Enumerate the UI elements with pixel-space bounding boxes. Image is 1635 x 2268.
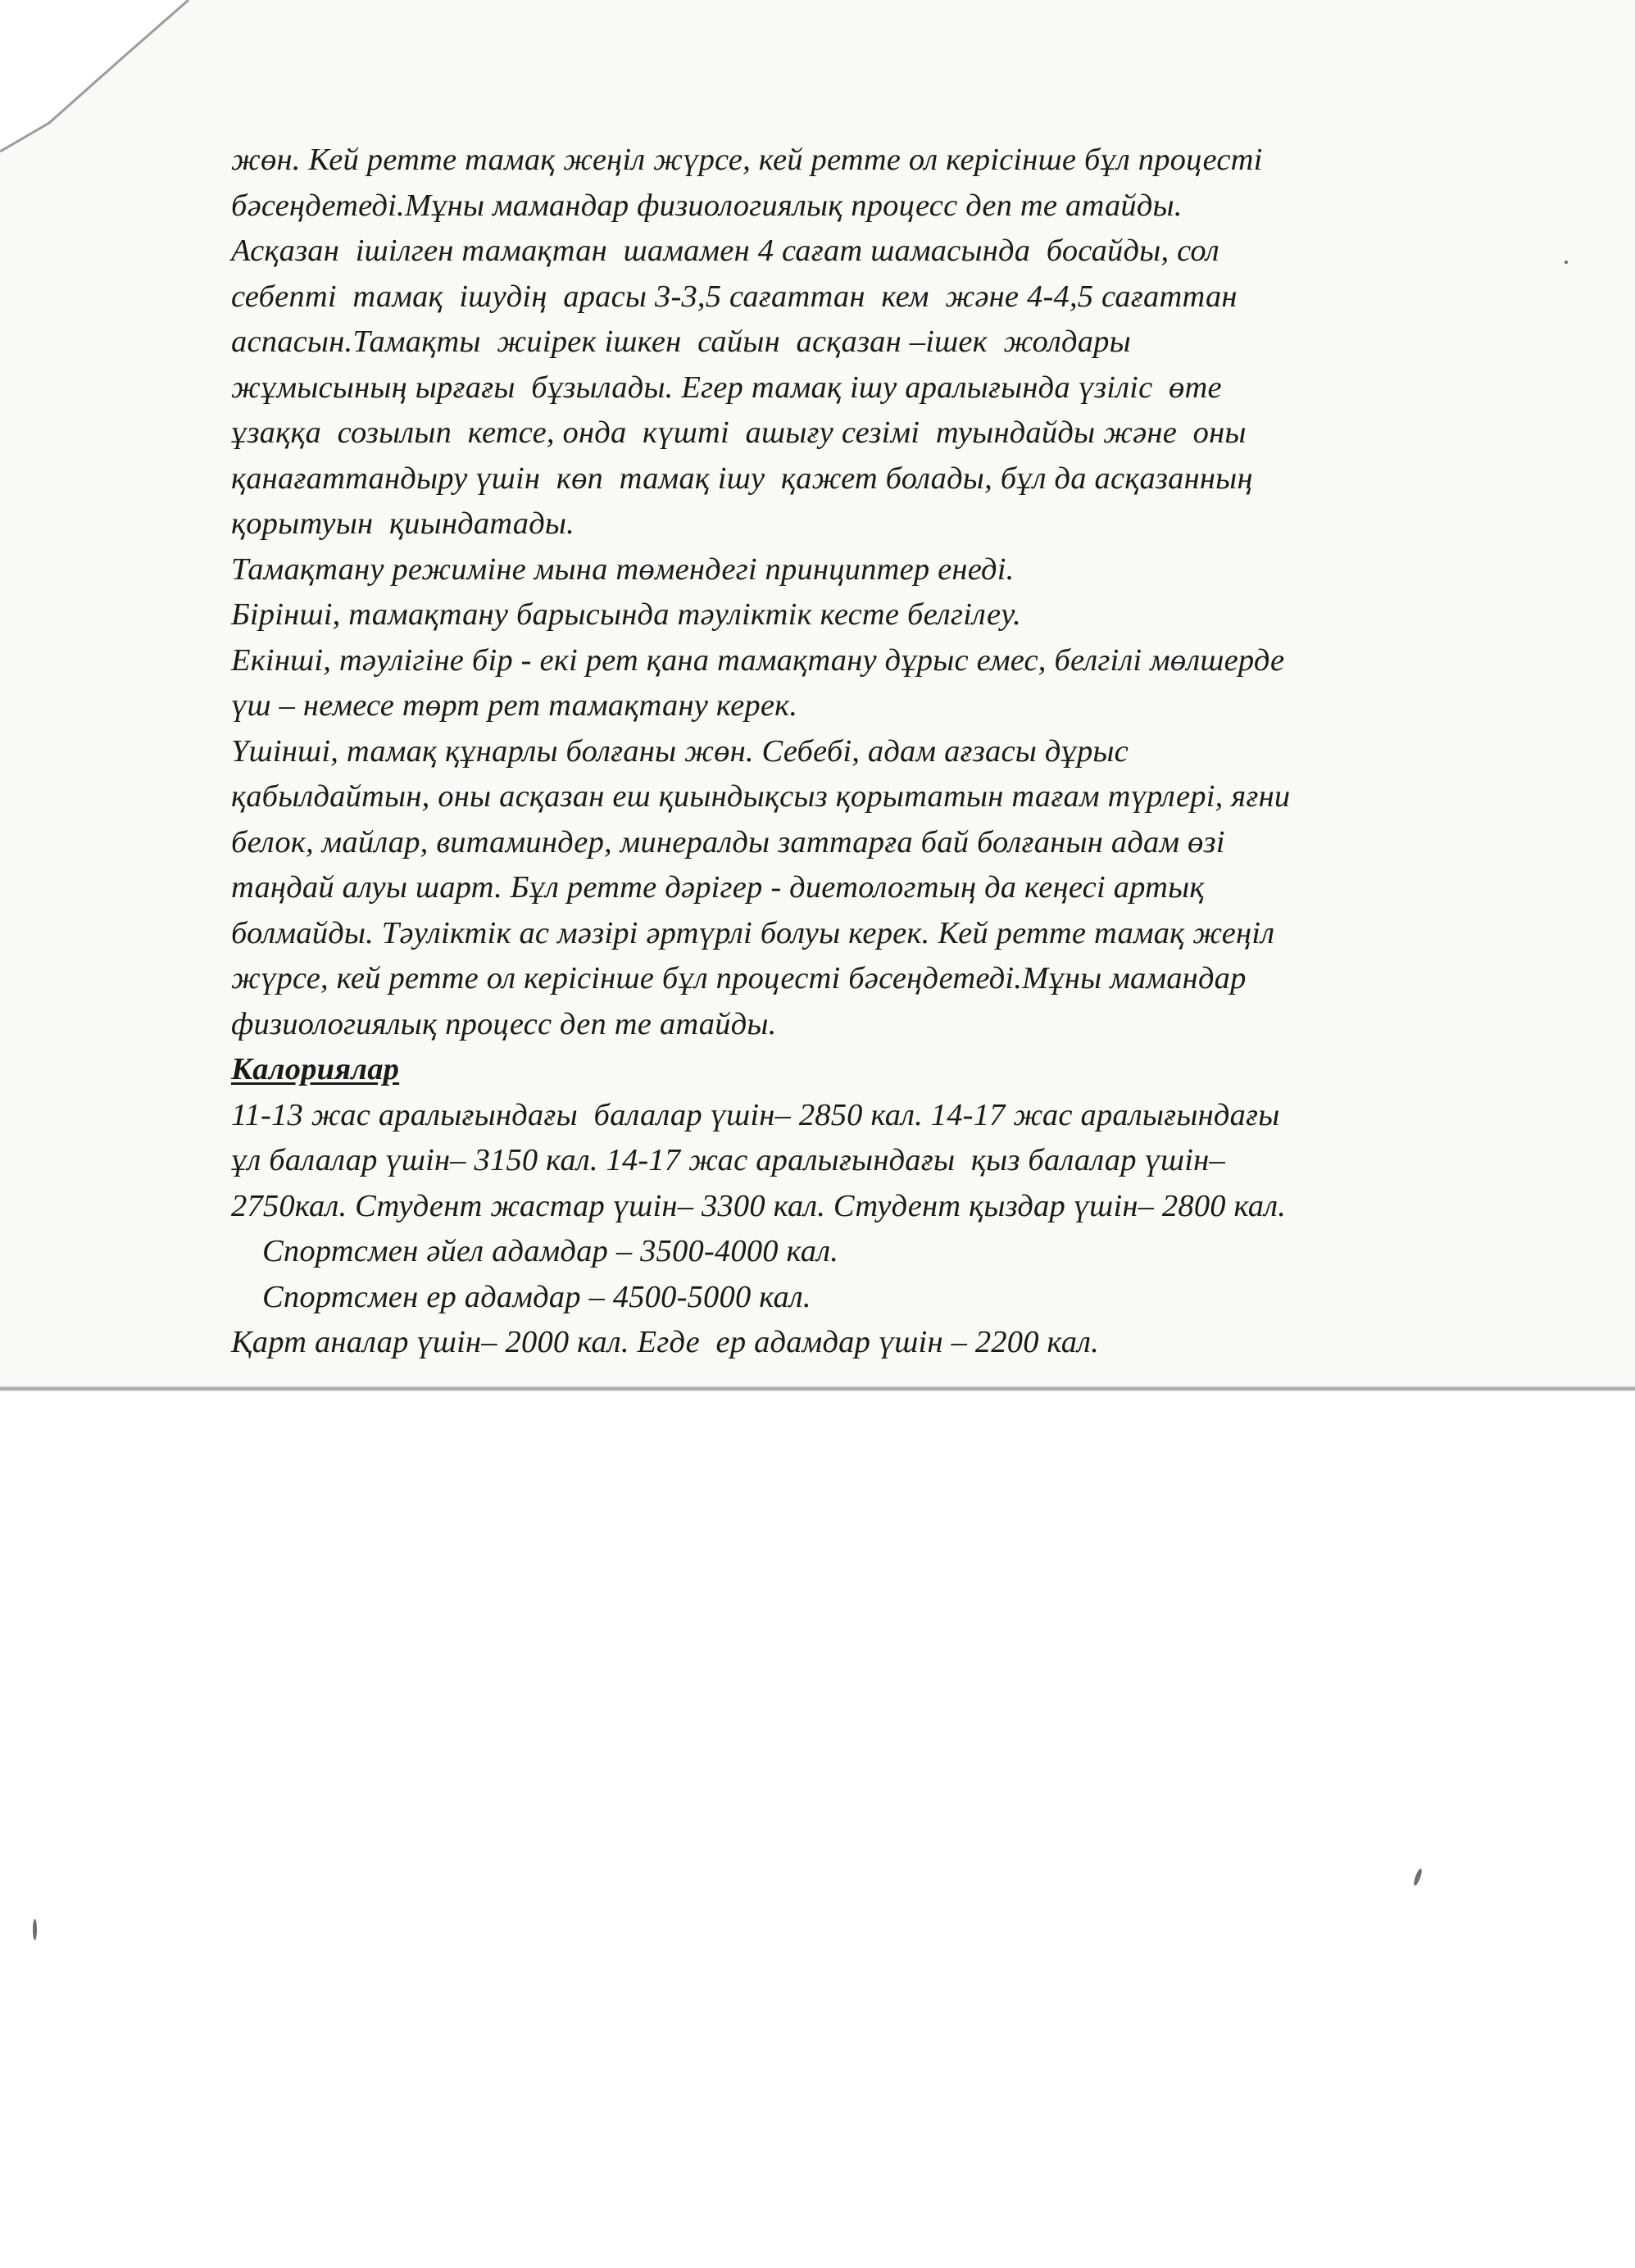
sport-calorie-line: Спортсмен әйел адамдар – 3500-4000 кал. <box>262 1234 839 1268</box>
text-line: Тамақтану режиміне мына төмендегі принциптер енеді. <box>231 551 1015 587</box>
text-line: жүрсе, кей ретте ол керісінше бұл процесті бәсеңдетеді.Мұны мамандар <box>231 961 1247 996</box>
text-line: қабылдайтын, оны асқазан еш қиындықсыз қорытатын тағам түрлері, яғни <box>231 779 1291 814</box>
text-line: Үшінші, тамақ құнарлы болғаны жөн. Себебі, адам ағзасы дұрыс <box>231 733 1129 769</box>
text-line: белок, майлар, витаминдер, минералды заттарға бай болғанын адам өзі <box>231 824 1225 860</box>
sheet-bottom-edge <box>0 1386 1635 1391</box>
text-line: жөн. Кей ретте тамақ жеңіл жүрсе, кей ретте ол керісінше бұл процесті <box>231 143 1263 177</box>
calorie-line: ұл балалар үшін– 3150 кал. 14-17 жас аралығындағы қыз балалар үшін– <box>231 1143 1225 1177</box>
calories-heading: Калориялар <box>231 1052 400 1086</box>
text-line: ұзаққа созылып кетсе, онда күшті ашығу сезімі туындайды және оны <box>231 415 1247 450</box>
scan-speck <box>1565 261 1568 264</box>
text-line: қанағаттандыру үшін көп тамақ ішу қажет болады, бұл да асқазанның <box>231 460 1253 496</box>
text-line: жұмысының ырғағы бұзылады. Егер тамақ ішу аралығында үзіліс өте <box>231 370 1222 405</box>
text-line: болмайды. Тәуліктік ас мәзірі әртүрлі болуы керек. Кей ретте тамақ жеңіл <box>231 915 1275 950</box>
document-body <box>231 138 1510 1366</box>
scan-speck <box>33 1919 37 1940</box>
text-line: себепті тамақ ішудің арасы 3-3,5 сағаттан кем және 4-4,5 сағаттан <box>231 279 1238 314</box>
text-line: Бірінші, тамақтану барысында тәуліктік кесте белгілеу. <box>231 597 1021 632</box>
text-line: физиологиялық процесс деп те атайды. <box>231 1006 777 1041</box>
text-line: бәсеңдетеді.Мұны мамандар физиологиялық процесс деп те атайды. <box>231 188 1183 223</box>
text-line: Екінші, тәулігіне бір - екі рет қана тамақтану дұрыс емес, белгілі мөлшерде <box>231 642 1285 678</box>
text-line: таңдай алуы шарт. Бұл ретте дәрігер - диетологтың да кеңесі артық <box>231 870 1205 905</box>
calorie-line: 2750кал. Студент жастар үшін– 3300 кал. Студент қыздар үшін– 2800 кал. <box>231 1188 1287 1223</box>
text-line: үш – немесе төрт рет тамақтану керек. <box>231 688 798 723</box>
folded-corner <box>0 0 197 156</box>
scan-speck <box>1412 1868 1423 1887</box>
text-line: қорытуын қиындатады. <box>231 506 575 541</box>
calorie-line: 11-13 жас аралығындағы балалар үшін– 2850 кал. 14-17 жас аралығындағы <box>231 1097 1280 1132</box>
text-line: аспасын.Тамақты жиірек ішкен сайын асқазан –ішек жолдары <box>231 324 1131 359</box>
text-line: Асқазан ішілген тамақтан шамамен 4 сағат шамасында босайды, сол <box>231 234 1219 268</box>
sport-calorie-line: Спортсмен ер адамдар – 4500-5000 кал. <box>262 1279 811 1314</box>
final-calorie-line: Қарт аналар үшін– 2000 кал. Егде ер адамдар үшін – 2200 кал. <box>231 1325 1099 1359</box>
